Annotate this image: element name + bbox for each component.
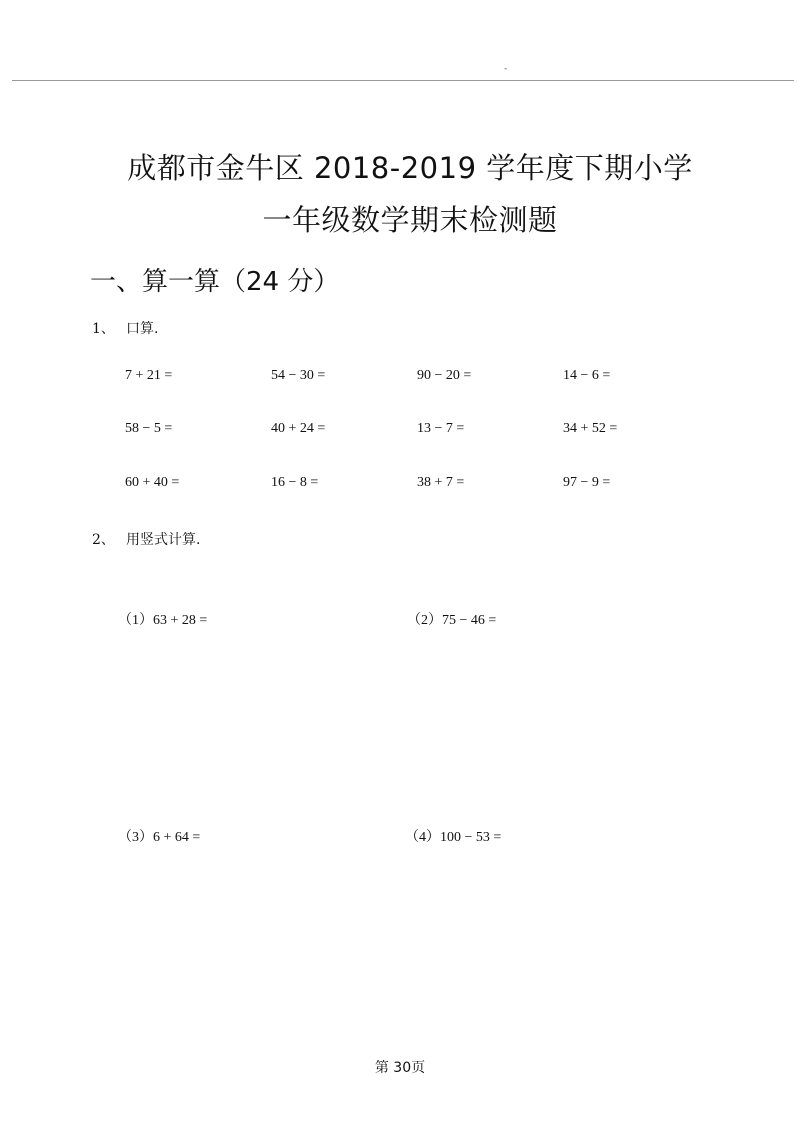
question-2-label xyxy=(92,529,200,549)
vertical-problem-3: （3）6 + 64 = xyxy=(118,830,201,845)
document-title-line-2: 一年级数学期末检测题 xyxy=(262,203,558,237)
oral-problem: 14 − 6 = xyxy=(563,368,611,383)
oral-problem: 16 − 8 = xyxy=(271,475,319,490)
vertical-problem-1: （1）63 + 28 = xyxy=(118,613,208,628)
oral-problem: 38 + 7 = xyxy=(417,475,465,490)
oral-problem: 97 − 9 = xyxy=(563,475,611,490)
header-rule xyxy=(12,80,794,81)
question-1-number: 1、 xyxy=(92,321,115,337)
question-2-number: 2、 xyxy=(92,532,115,548)
header-mark: - xyxy=(504,64,508,74)
page-number: 第 30页 xyxy=(374,1060,426,1076)
vertical-problem-4: （4）100 − 53 = xyxy=(405,830,502,845)
oral-problem: 58 − 5 = xyxy=(125,421,173,436)
oral-problem: 90 − 20 = xyxy=(417,368,472,383)
oral-problem: 60 + 40 = xyxy=(125,475,180,490)
question-2-title: 用竖式计算. xyxy=(126,532,201,548)
section-heading: 一、算一算（24 分） xyxy=(90,267,340,297)
oral-problem: 13 − 7 = xyxy=(417,421,465,436)
oral-problem: 7 + 21 = xyxy=(125,368,173,383)
question-1-label xyxy=(92,318,158,338)
oral-problem: 54 − 30 = xyxy=(271,368,326,383)
oral-problem: 34 + 52 = xyxy=(563,421,618,436)
vertical-problem-2: （2）75 − 46 = xyxy=(407,613,497,628)
question-1-title: 口算. xyxy=(126,321,159,337)
oral-problem: 40 + 24 = xyxy=(271,421,326,436)
document-title-line-1: 成都市金牛区 2018-2019 学年度下期小学 xyxy=(127,151,693,185)
